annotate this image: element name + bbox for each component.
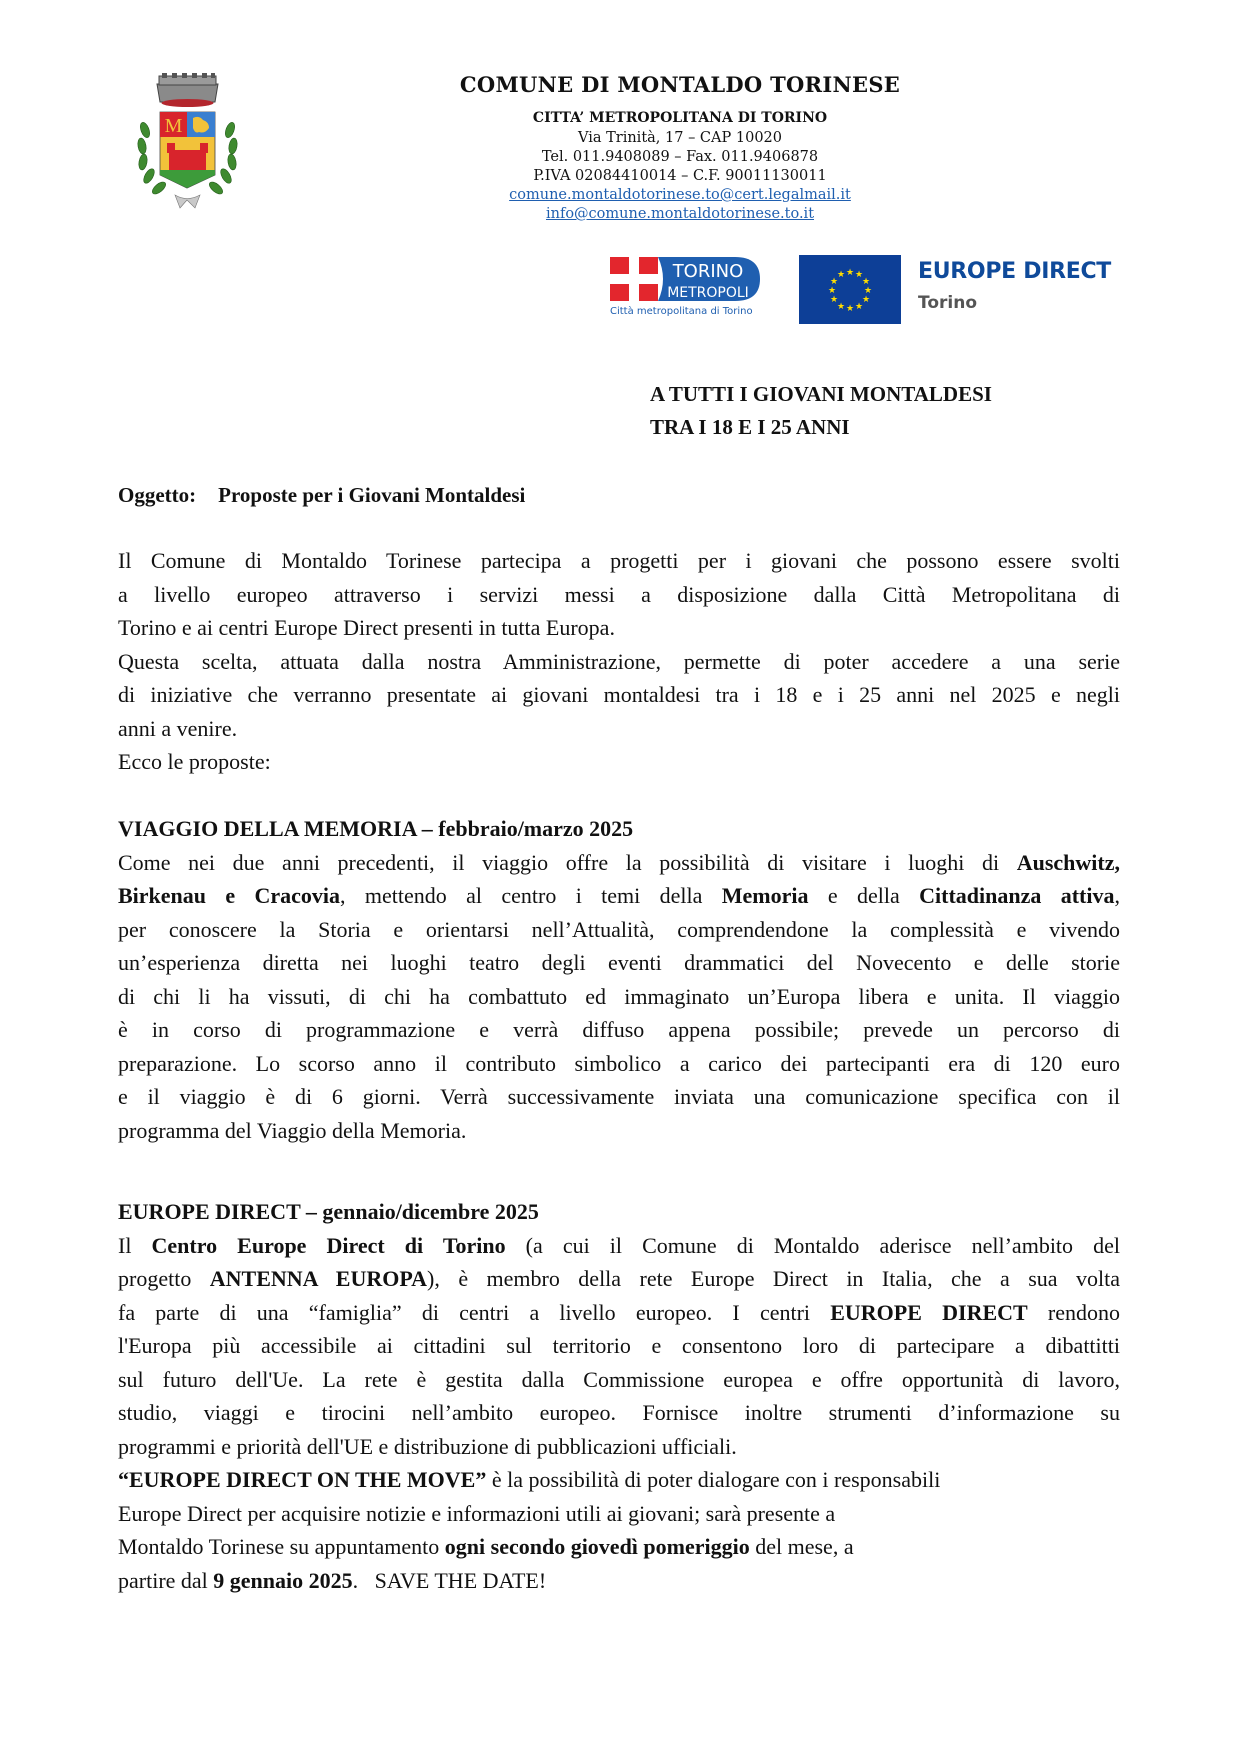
subject-label: Oggetto: [118,483,197,507]
svg-text:M: M [164,115,183,137]
text-line: progetto ANTENNA EUROPA), è membro della rete Europe Direct in Italia, che a sua volta [118,1266,1120,1291]
text-line: preparazione. Lo scorso anno il contributo simbolico a carico dei partecipanti era di 120 euro [118,1050,1120,1076]
text-line: di chi li ha vissuti, di chi ha combattuto ed immaginato un’Europa libera e unita. Il viaggio [118,983,1120,1009]
text-line: studio, viaggi e tirocini nell’ambito europeo. Fornisce inoltre strumenti d’informazione su [118,1400,1120,1425]
text-line: un’esperienza diretta nei luoghi teatro degli eventi drammatici del Novecento e delle storie [118,950,1120,975]
municipal-crest-icon [135,70,240,210]
recipient-line-2: TRA I 18 E I 25 ANNI [650,415,850,439]
subject-text: Proposte per i Giovani Montaldesi [218,483,526,507]
text-line: è in corso di programmazione e verrà diffuso appena possibile; prevede un percorso di [118,1017,1120,1042]
tax-ids: P.IVA 02084410014 – C.F. 90011130011 [533,168,827,184]
torino-metropoli-logo [610,255,765,317]
svg-text:★: ★ [827,286,837,296]
text-line: Come nei due anni precedenti, il viaggio offre la possibilità di visitare i luoghi di Auschwitz, [118,849,1120,875]
pec-email-link[interactable]: comune.montaldotorinese.to@cert.legalmail.it [509,187,851,203]
subject-line [118,483,525,508]
text-line: Torino e ai centri Europe Direct presenti in tutta Europa. [118,615,615,640]
contact-block [420,129,940,224]
text-line: Birkenau e Cracovia, mettendo al centro i temi della Memoria e della Cittadinanza attiva, [118,883,1120,908]
text-line: fa parte di una “famiglia” di centri a livello europeo. I centri EUROPE DIRECT rendono [118,1299,1121,1325]
text-line: “EUROPE DIRECT ON THE MOVE” è la possibilità di poter dialogare con i responsabili [118,1467,941,1492]
intro-paragraph [118,544,1120,779]
svg-text:METROPOLI: METROPOLI [667,285,749,301]
text-line: programma del Viaggio della Memoria. [118,1117,467,1143]
section-title: EUROPE DIRECT – gennaio/dicembre 2025 [118,1199,539,1224]
address: Via Trinità, 17 – CAP 10020 [578,130,782,146]
text-line: a livello europeo attraverso i servizi messi a disposizione dalla Città Metropolitana di [118,581,1120,607]
text-line: l'Europa più accessibile ai cittadini sul territorio e consentono loro di partecipare a dibattitti [118,1333,1120,1358]
text-line: partire dal 9 gennaio 2025. SAVE THE DATE! [118,1567,547,1593]
svg-text:★: ★ [836,270,846,280]
text-line: sul futuro dell'Ue. La rete è gestita dalla Commissione europea e offre opportunità di lavoro, [118,1366,1120,1392]
text-line: Il Comune di Montaldo Torinese partecipa a progetti per i giovani che possono essere svolti [118,548,1120,573]
phone-fax: Tel. 011.9408089 – Fax. 011.9406878 [541,149,819,165]
text-line: programmi e priorità dell'UE e distribuzione di pubblicazioni ufficiali. [118,1433,737,1459]
text-line: per conoscere la Storia e orientarsi nell’Attualità, comprendendone la complessità e vivendo [118,916,1120,942]
info-email-link[interactable]: info@comune.montaldotorinese.to.it [545,206,815,222]
svg-text:★: ★ [861,277,871,287]
text-line: Questa scelta, attuata dalla nostra Amministrazione, permette di poter accedere a una serie [118,648,1120,674]
municipality-name: COMUNE DI MONTALDO TORINESE [459,72,901,97]
section-viaggio-memoria [118,812,1120,1147]
svg-text:★: ★ [829,295,839,305]
text-line: Europe Direct per acquisire notizie e informazioni utili ai giovani; sarà presente a [118,1500,836,1526]
svg-text:TORINO: TORINO [672,261,744,282]
text-line: anni a venire. [118,715,238,741]
municipality-subtitle: CITTA’ METROPOLITANA DI TORINO [532,110,828,126]
svg-text:★: ★ [829,277,839,287]
europe-direct-title: EUROPE DIRECT [918,259,1112,284]
recipient-line-1: A TUTTI I GIOVANI MONTALDESI [650,382,992,406]
text-line: Montaldo Torinese su appuntamento ogni secondo giovedì pomeriggio del mese, a [118,1534,854,1559]
svg-text:★: ★ [861,295,871,305]
svg-text:★: ★ [854,270,864,280]
europe-direct-subtitle: Torino [918,293,978,313]
section-europe-direct [118,1195,1120,1597]
svg-text:★: ★ [836,302,846,312]
svg-text:Città metropolitana di Torino: Città metropolitana di Torino [610,306,753,317]
svg-text:★: ★ [863,286,873,296]
text-line: di iniziative che verranno presentate ai giovani montaldesi tra i 18 e i 25 anni nel 2025 e negli [118,682,1120,707]
svg-text:★: ★ [845,268,855,278]
svg-text:★: ★ [845,304,855,314]
text-line: Ecco le proposte: [118,749,271,774]
eu-flag-icon [799,255,901,324]
text-line: Il Centro Europe Direct di Torino (a cui il Comune di Montaldo aderisce nell’ambito del [118,1232,1120,1258]
svg-text:★: ★ [854,302,864,312]
section-title: VIAGGIO DELLA MEMORIA – febbraio/marzo 2025 [118,816,634,841]
text-line: e il viaggio è di 6 giorni. Verrà successivamente inviata una comunicazione specifica con il [118,1084,1120,1109]
